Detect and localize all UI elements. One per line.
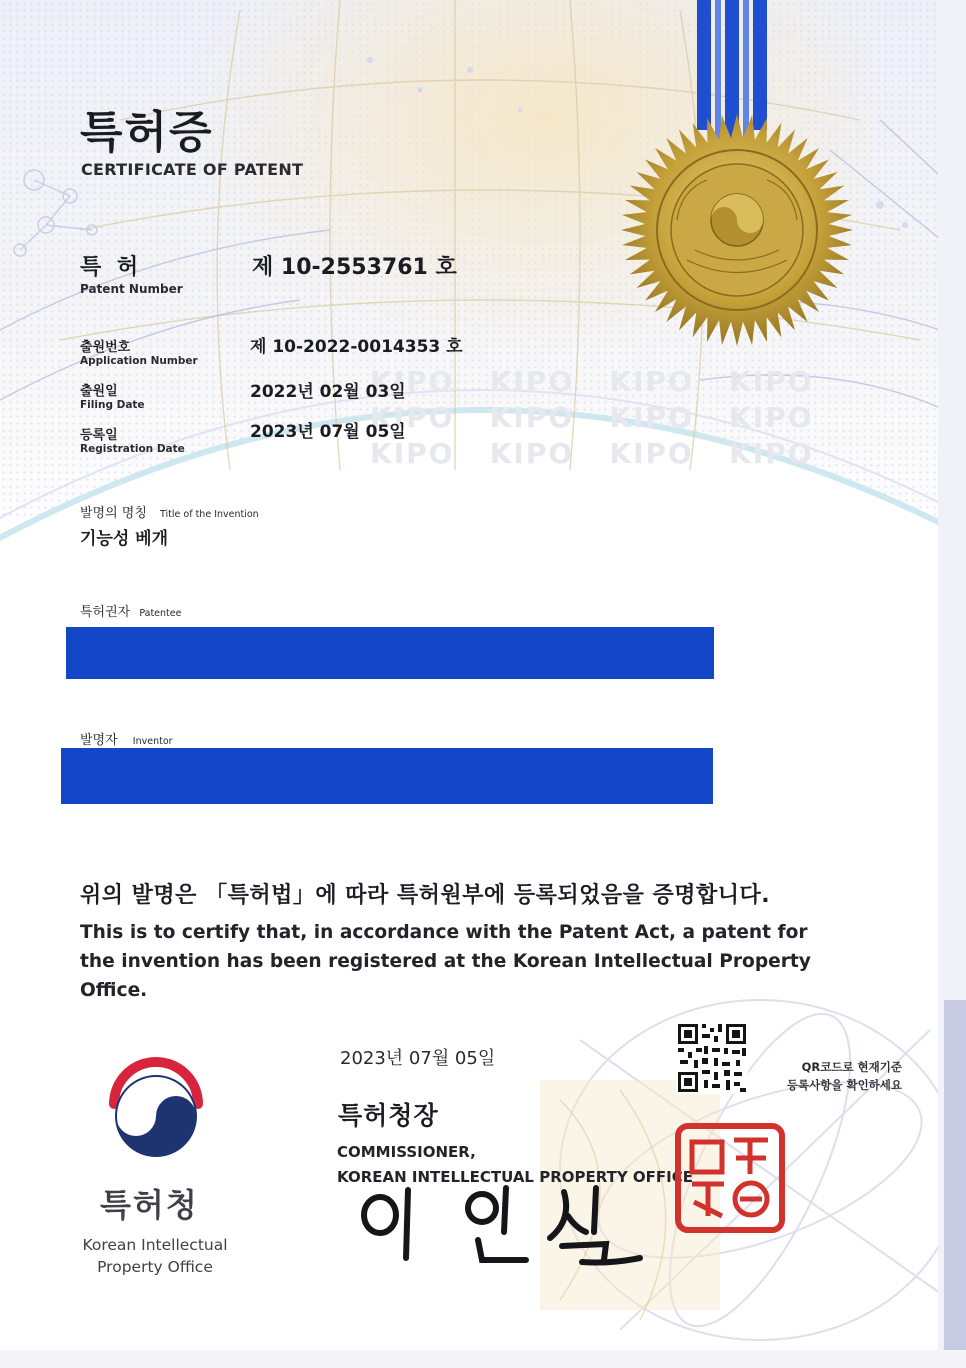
issue-date: 2023년 07월 05일 — [340, 1048, 496, 1069]
commissioner-signature — [350, 1180, 650, 1270]
inventor-label-en: Inventor — [132, 736, 173, 747]
invention-label-ko: 발명의 명칭 — [80, 506, 147, 521]
qr-code-note — [752, 1058, 902, 1094]
certificate-title-en: CERTIFICATE OF PATENT — [81, 160, 304, 179]
kipo-taegeuk-logo-icon — [98, 1052, 214, 1168]
commissioner-title-ko: 특허청장 — [338, 1101, 439, 1130]
watermark-text: KIPO — [489, 401, 575, 434]
watermark-text: KIPO — [729, 437, 814, 470]
gold-seal-icon — [617, 110, 857, 350]
patentee-label — [80, 601, 181, 620]
certificate-title-ko: 특허증 — [80, 107, 214, 158]
qr-note-line2: 등록사항을 확인하세요 — [786, 1078, 902, 1092]
watermark-text: KIPO — [729, 401, 814, 434]
certification-text-ko: 위의 발명은 「특허법」에 따라 특허원부에 등록되었음을 증명합니다. — [80, 883, 771, 908]
watermark-text: KIPO — [489, 365, 575, 398]
kipo-name-en — [60, 1234, 250, 1278]
inventor-label — [80, 729, 173, 748]
watermark-text: KIPO — [609, 401, 694, 434]
qr-note-line1: QR코드로 현재기준 — [801, 1060, 902, 1074]
watermark-text: KIPO — [370, 437, 455, 470]
kipo-watermark — [370, 364, 930, 514]
invention-label-en: Title of the Invention — [160, 509, 259, 520]
registration-date-value: 2023년 07월 05일 — [250, 422, 406, 442]
application-number-label-en: Application Number — [80, 355, 198, 367]
inventor-label-ko: 발명자 — [80, 733, 118, 748]
official-stamp-icon — [674, 1122, 786, 1234]
watermark-text: KIPO — [370, 365, 455, 398]
patent-number-label-en: Patent Number — [80, 282, 183, 296]
application-number-label-ko: 출원번호 — [80, 340, 131, 355]
filing-date-label-ko: 출원일 — [80, 384, 118, 399]
watermark-text: KIPO — [489, 437, 575, 470]
patent-number-value: 제 10-2553761 호 — [252, 255, 457, 280]
watermark-text: KIPO — [729, 365, 814, 398]
qr-code-icon[interactable] — [676, 1022, 748, 1094]
patentee-redaction — [66, 627, 714, 679]
inventor-redaction — [61, 748, 713, 804]
commissioner-en-line2: KOREAN INTELLECTUAL PROPERTY OFFICE — [337, 1168, 694, 1186]
application-number-value: 제 10-2022-0014353 호 — [250, 337, 463, 357]
watermark-text: KIPO — [370, 401, 455, 434]
invention-label — [80, 502, 259, 521]
kipo-en-line1: Korean Intellectual — [82, 1236, 228, 1254]
kipo-en-line2: Property Office — [97, 1258, 213, 1276]
watermark-text: KIPO — [609, 437, 694, 470]
patent-number-label-ko: 특 허 — [80, 255, 143, 280]
patentee-label-ko: 특허권자 — [80, 605, 131, 620]
patentee-label-en: Patentee — [139, 608, 182, 619]
registration-date-label-ko: 등록일 — [80, 428, 118, 443]
commissioner-en-line1: COMMISSIONER, — [337, 1143, 476, 1161]
invention-title: 기능성 베개 — [80, 529, 169, 549]
kipo-name-ko: 특허청 — [100, 1186, 199, 1224]
filing-date-label-en: Filing Date — [80, 399, 145, 411]
registration-date-label-en: Registration Date — [80, 443, 185, 455]
watermark-text: KIPO — [609, 365, 694, 398]
certification-text-en: This is to certify that, in accordance with the Patent Act, a patent for the invention has been registered at the Korean Intellectual Property Office. — [80, 922, 811, 1001]
filing-date-value: 2022년 02월 03일 — [250, 382, 406, 402]
